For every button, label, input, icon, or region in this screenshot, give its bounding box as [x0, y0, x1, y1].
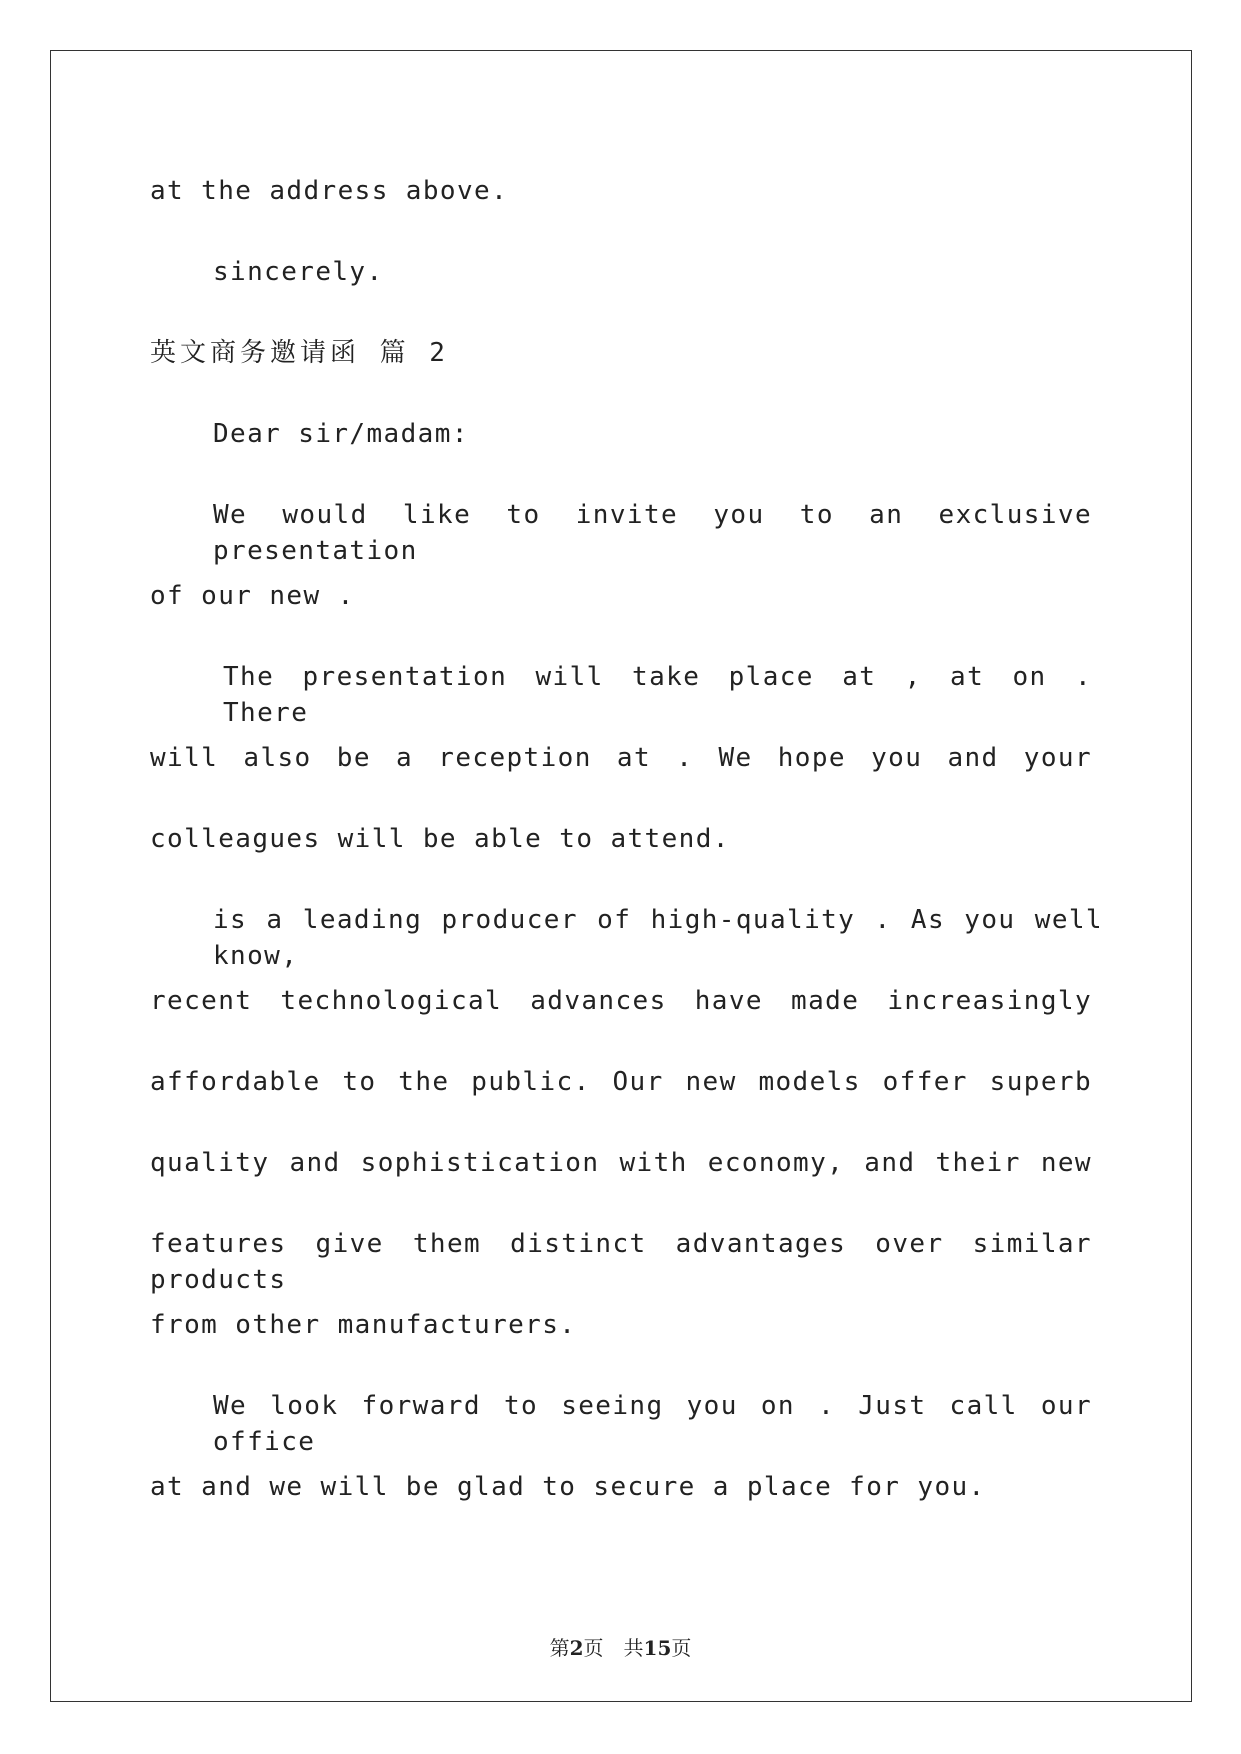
page-suffix: 页 — [583, 1636, 604, 1660]
page-footer — [0, 1632, 1241, 1661]
text-line: We would like to invite you to an exclusive presentation — [213, 500, 1092, 566]
text-line: The presentation will take place at , at on . There — [223, 662, 1092, 728]
page-prefix: 第 — [549, 1636, 570, 1660]
text-line: will also be a reception at . We hope you and your — [150, 743, 1092, 773]
text-line: features give them distinct advantages over similar products — [150, 1229, 1092, 1295]
text-line: quality and sophistication with economy, and their new — [150, 1148, 1092, 1178]
closing-line: sincerely. — [213, 257, 384, 287]
text-line: recent technological advances have made increasingly — [150, 986, 1092, 1016]
total-prefix: 共 — [623, 1636, 644, 1660]
text-line: is a leading producer of high-quality . As you well know, — [213, 905, 1103, 971]
total-page-number: 15 — [643, 1636, 672, 1660]
text-line: at the address above. — [150, 176, 509, 206]
salutation-line: Dear sir/madam: — [213, 419, 469, 449]
text-line: affordable to the public. Our new models offer superb — [150, 1067, 1092, 1097]
current-page-number: 2 — [569, 1636, 584, 1660]
total-suffix: 页 — [671, 1636, 692, 1660]
text-line: from other manufacturers. — [150, 1310, 577, 1340]
section-heading: 英文商务邀请函 篇 2 — [150, 338, 449, 368]
text-line: colleagues will be able to attend. — [150, 824, 730, 854]
text-line: We look forward to seeing you on . Just call our office — [213, 1391, 1092, 1457]
text-line: at and we will be glad to secure a place for you. — [150, 1472, 986, 1502]
text-line: of our new . — [150, 581, 355, 611]
